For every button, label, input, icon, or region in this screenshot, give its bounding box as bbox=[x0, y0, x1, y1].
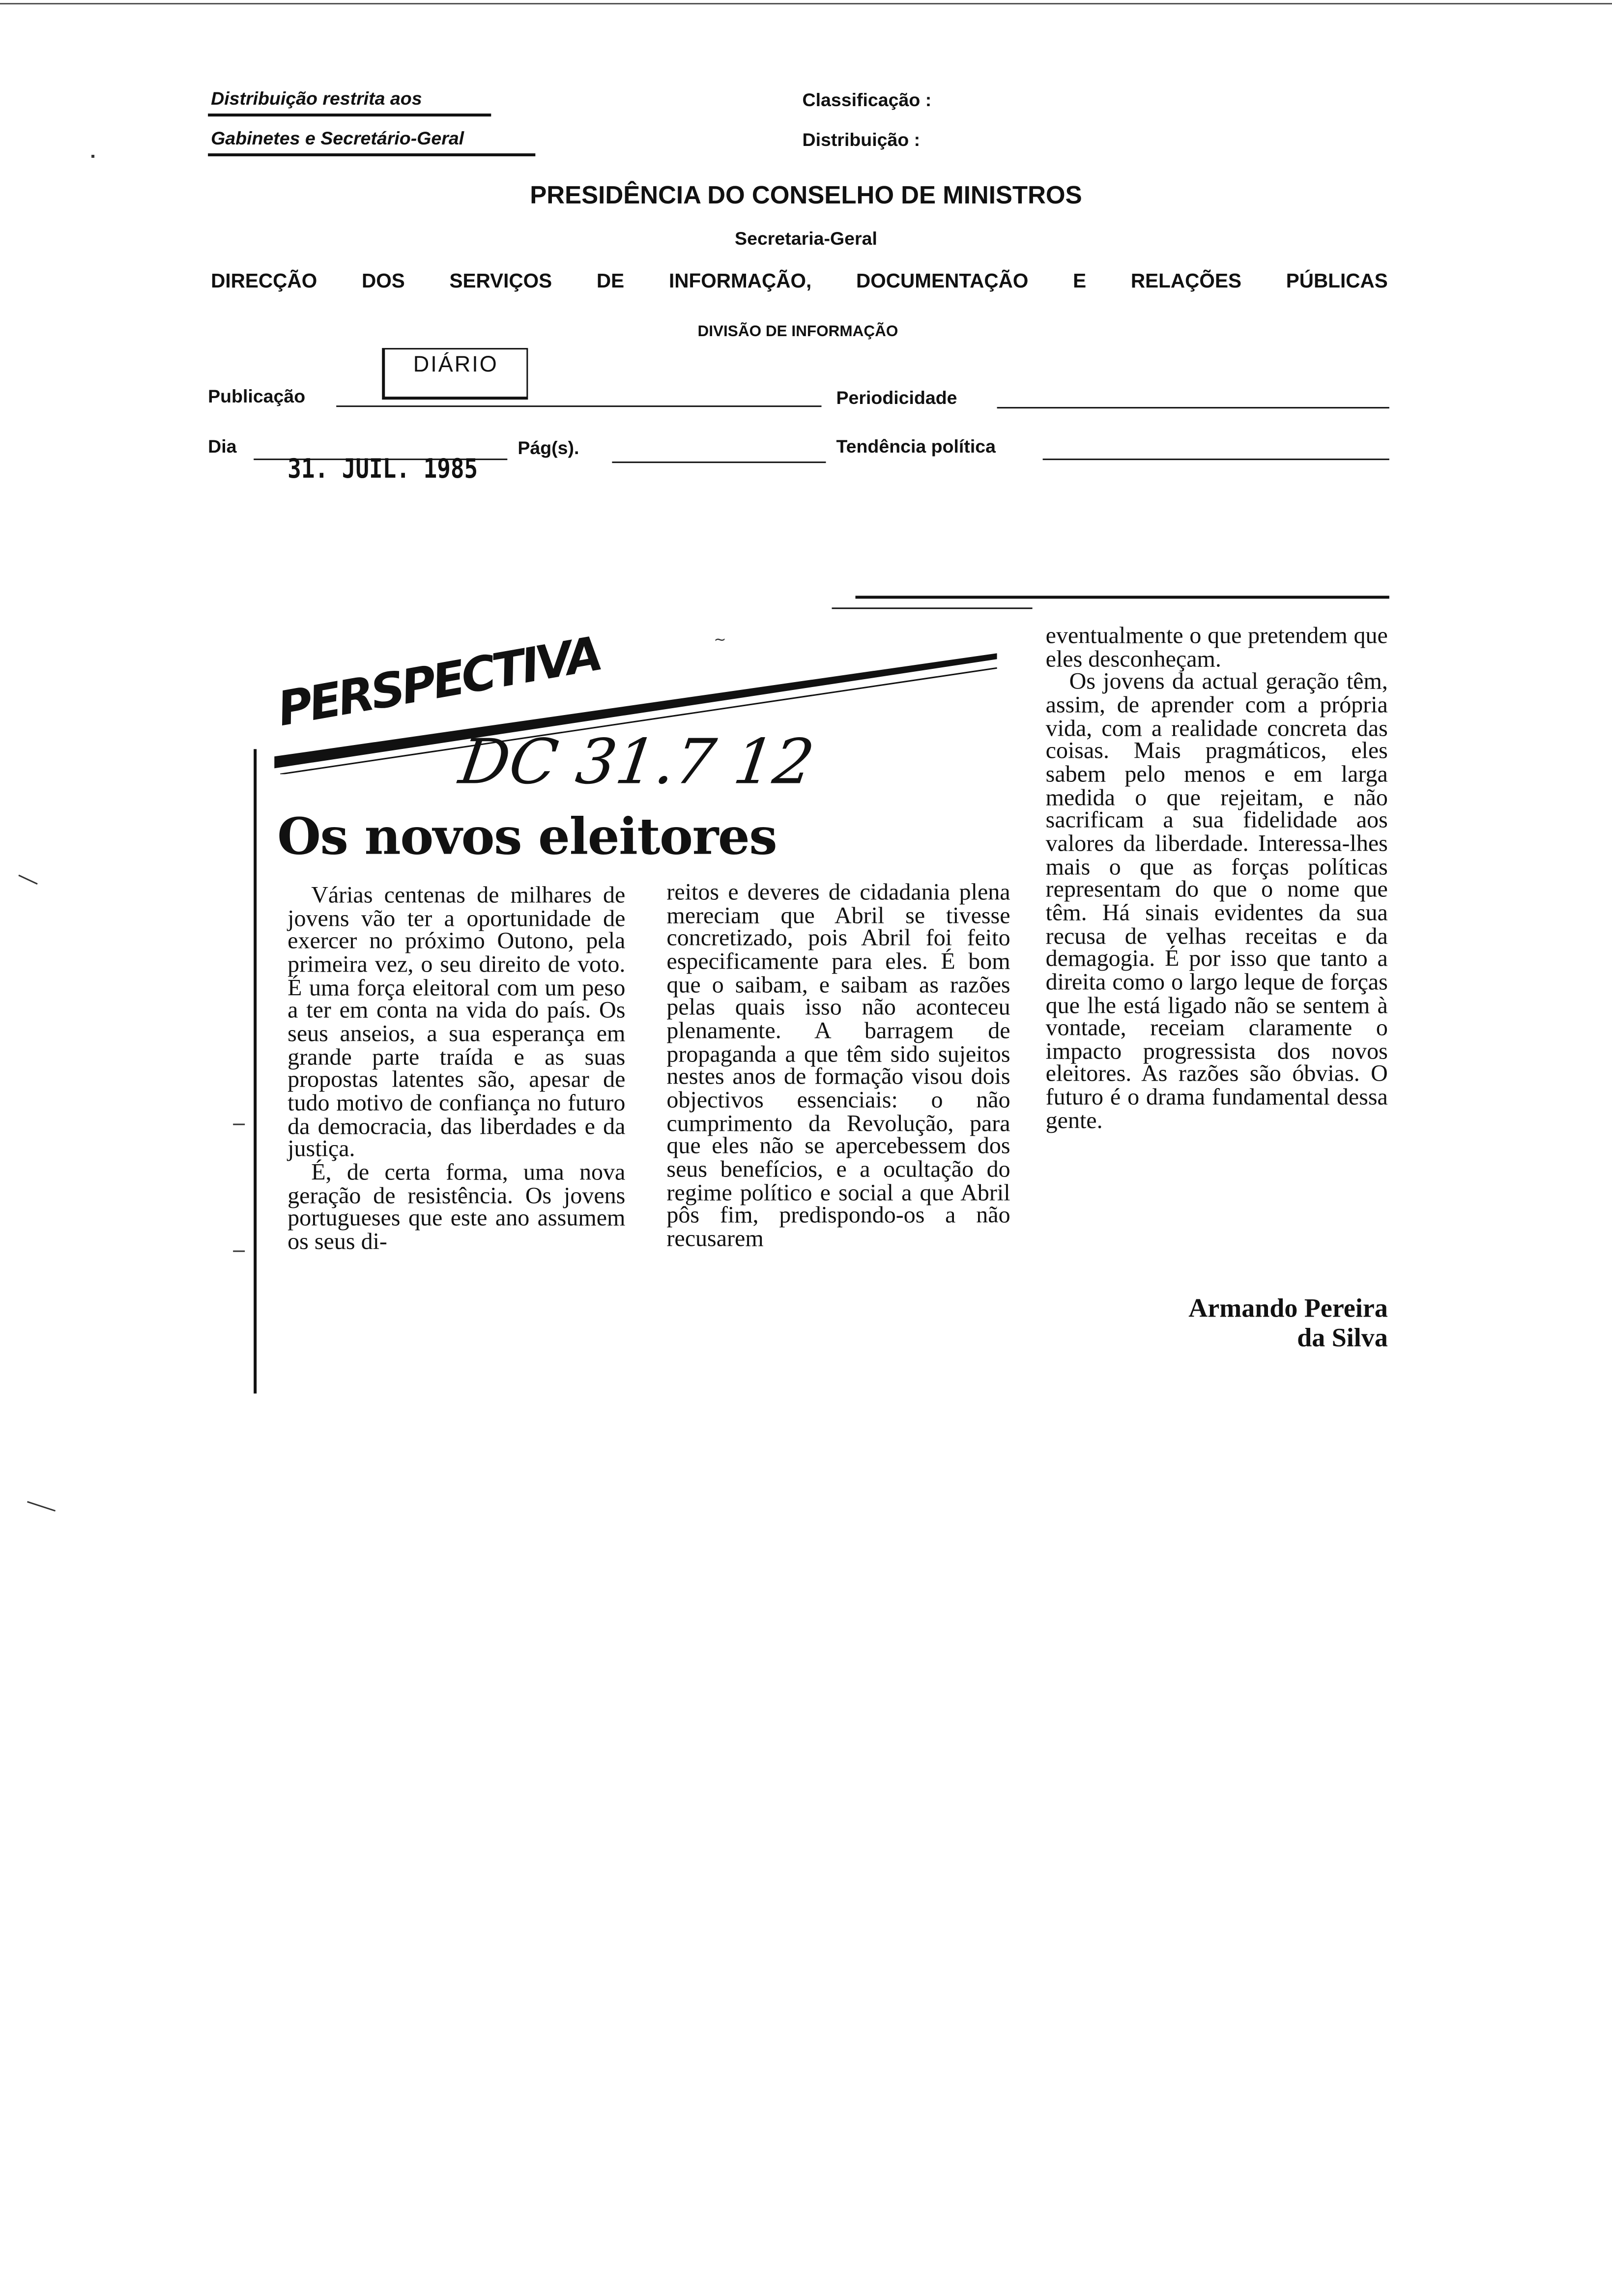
banner-tick-mark: ~ bbox=[714, 631, 726, 649]
periodicidade-label: Periodicidade bbox=[836, 388, 957, 409]
dia-label: Dia bbox=[208, 436, 237, 458]
underline bbox=[208, 153, 535, 156]
author-line-1: Armando Pereira bbox=[1188, 1293, 1388, 1323]
clipping-top-rule-thin bbox=[832, 607, 1033, 609]
scan-mark bbox=[233, 1123, 245, 1125]
classificacao-label: Classificação : bbox=[802, 90, 932, 111]
scan-mark bbox=[91, 155, 94, 158]
section-perspectiva: PERSPECTIVA bbox=[273, 625, 604, 738]
col3-paragraph-1: eventualmente o que pretendem que eles desconheçam. bbox=[1045, 624, 1388, 672]
scan-mark bbox=[27, 1501, 56, 1511]
article-column-3 bbox=[1046, 625, 1388, 1133]
col1-paragraph-2: É, de certa forma, uma nova geração de resistência. Os jovens portugueses que este ano assumem os seus di- bbox=[288, 1160, 626, 1255]
scan-mark bbox=[233, 1251, 245, 1252]
handwritten-annotation: DC 31.7 12 bbox=[455, 725, 819, 798]
dia-date-stamp: 31. JUIL. 1985 bbox=[288, 454, 478, 486]
article-headline: Os novos eleitores bbox=[277, 808, 777, 867]
article-column-1 bbox=[288, 885, 625, 1254]
col2-paragraph: reitos e deveres de cidadania plena mereciam que Abril se tivesse concretizado, pois Abril foi feito especificamente para eles. É bom que o saibam, e saibam as razões pelas quais isso não aconteceu plenamente. A barragem de propaganda a que têm sido sujeitos nestes anos de formação visou dois objectivos essenciais: o não cumprimento da Revolução, para que eles não se apercebessem dos seus benefícios, e a ocultação do regime político e social a que Abril pôs fim, predispondo-os a não recusarem bbox=[666, 880, 1010, 1252]
clipping-left-edge bbox=[254, 749, 257, 1393]
scan-mark bbox=[18, 875, 37, 885]
article-byline bbox=[1046, 1293, 1388, 1352]
author-line-2: da Silva bbox=[1297, 1322, 1388, 1352]
publicacao-line bbox=[336, 405, 821, 407]
col3-paragraph-2: Os jovens da actual geração têm, assim, de aprender com a própria vida, com a realidade concreta das coisas. Mais pragmáticos, eles sabem pelo menos e em larga medida o que rejeitam, e não sacrificam a sua fidelidade aos valores da liberdade. Interessa-lhes mais o que as forças políticas representam do que o nome que têm. Há sinais evidentes da sua recusa de velhas receitas e da demagogia. É por isso que tanto a direita como o largo leque de forças que lhe está ligado não se sentem à vontade, receiam claramente o impacto progressista dos novos eleitores. As razões são óbvias. O futuro é o drama fundamental dessa gente. bbox=[1045, 670, 1388, 1134]
publicacao-label: Publicação bbox=[208, 386, 306, 407]
org-title: PRESIDÊNCIA DO CONSELHO DE MINISTROS bbox=[530, 181, 1082, 210]
article-column-2 bbox=[666, 882, 1010, 1251]
publicacao-stamp: DIÁRIO bbox=[382, 348, 528, 400]
pags-line bbox=[612, 461, 826, 463]
divisao-title: DIVISÃO DE INFORMAÇÃO bbox=[697, 323, 898, 341]
direccao-title: DIRECÇÃO DOS SERVIÇOS DE INFORMAÇÃO, DOCUMENTAÇÃO E RELAÇÕES PÚBLICAS bbox=[211, 270, 1388, 292]
tendencia-label: Tendência política bbox=[836, 436, 996, 458]
pags-label: Pág(s). bbox=[518, 438, 579, 459]
underline bbox=[208, 114, 491, 116]
restricted-distribution-line1: Distribuição restrita aos bbox=[211, 88, 422, 110]
top-edge-line bbox=[0, 3, 1612, 4]
secretaria-geral: Secretaria-Geral bbox=[735, 229, 877, 250]
distribuicao-label: Distribuição : bbox=[802, 130, 921, 151]
tendencia-line bbox=[1043, 459, 1389, 460]
clipping-top-rule bbox=[856, 596, 1389, 599]
col1-paragraph-1: Várias centenas de milhares de jovens vão ter a oportunidade de exercer no próximo Outono, pela primeira vez, o seu direito de voto. É uma força eleitoral com um peso a ter em conta na vida do país. Os seus anseios, a sua esperança em grande parte traída e as suas propostas latentes são, apesar de tudo motivo de confiança no futuro da democracia, das liberdades e da justiça. bbox=[288, 883, 626, 1163]
restricted-distribution-line2: Gabinetes e Secretário-Geral bbox=[211, 128, 464, 149]
periodicidade-line bbox=[997, 407, 1389, 408]
